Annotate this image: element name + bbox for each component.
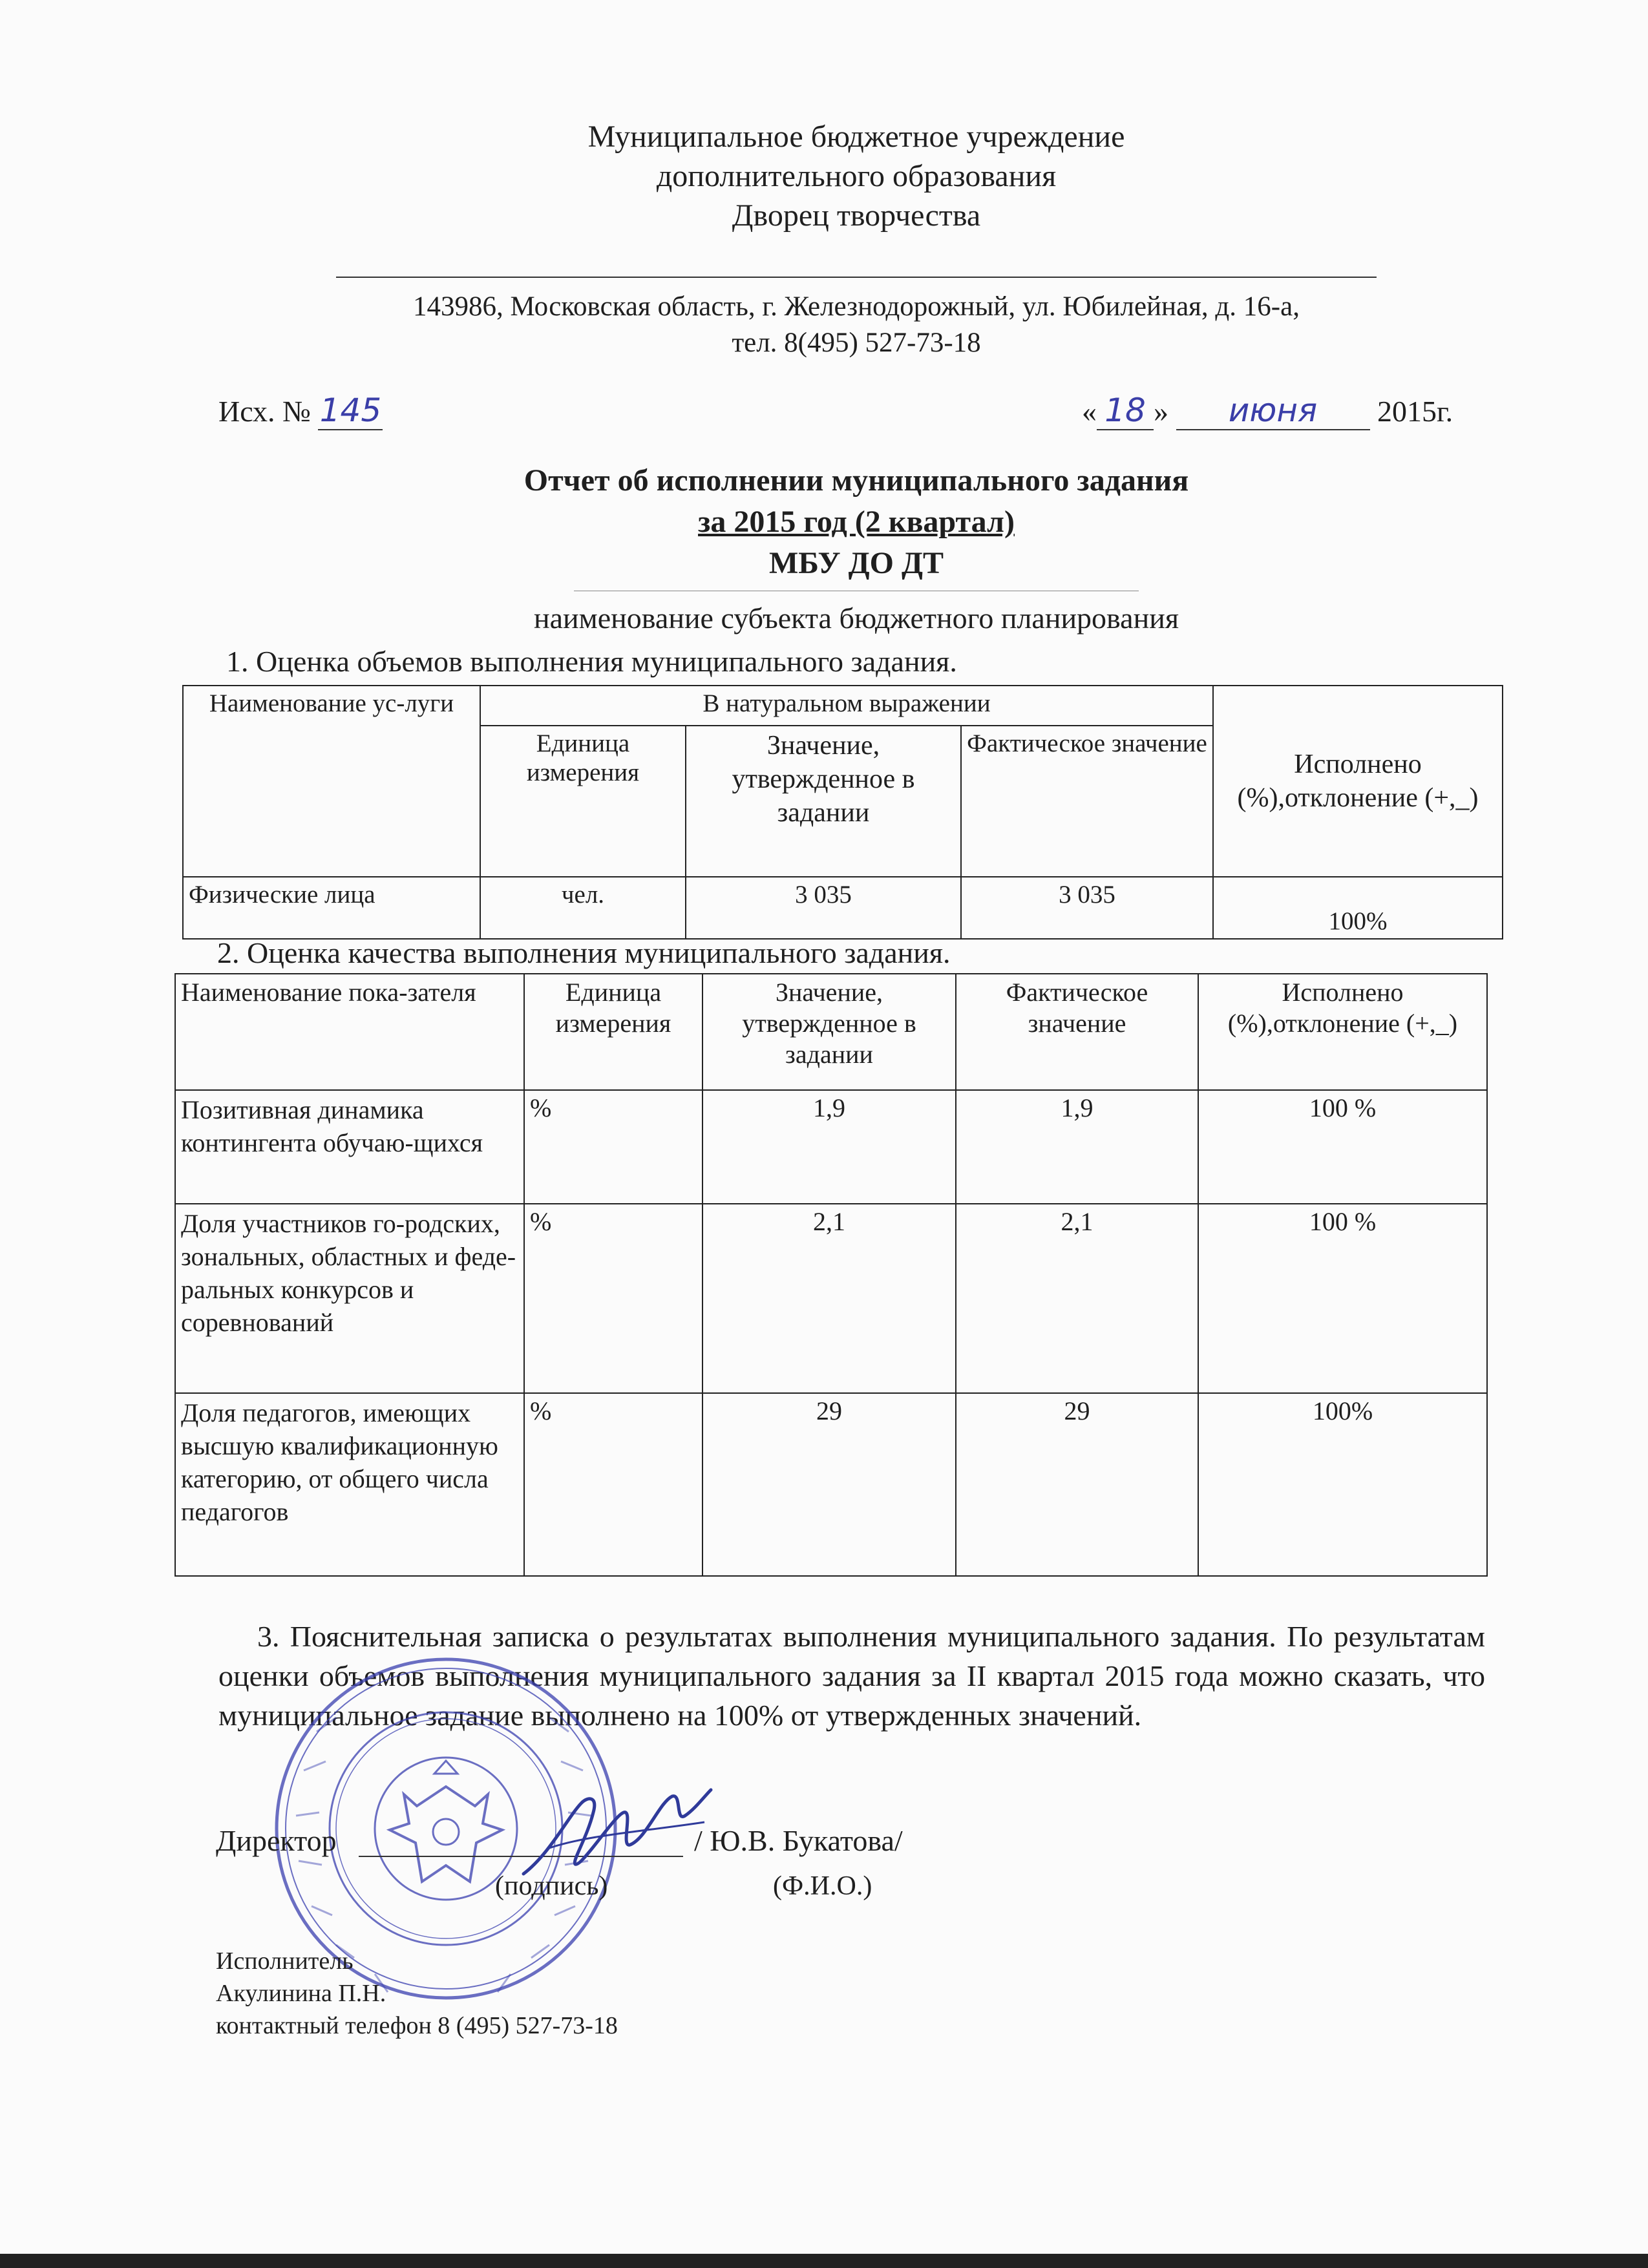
date-open-quote: « — [1082, 395, 1097, 428]
cell-actual: 2,1 — [956, 1204, 1198, 1393]
executor-name: Акулинина П.Н. — [216, 1980, 386, 2007]
header-actual: Фактическое значение — [961, 726, 1213, 877]
header-indicator: Наименование пока-зателя — [175, 974, 524, 1090]
header-divider — [336, 277, 1377, 278]
cell-actual: 1,9 — [956, 1090, 1198, 1204]
cell-unit: чел. — [480, 877, 686, 939]
report-title: Отчет об исполнении муниципального задания — [523, 463, 1189, 498]
cell-planned: 2,1 — [703, 1204, 956, 1393]
cell-unit: % — [524, 1393, 703, 1576]
cell-actual: 29 — [956, 1393, 1198, 1576]
cell-actual: 3 035 — [961, 877, 1213, 939]
header-service: Наименование ус-луги — [183, 686, 480, 877]
subject-caption: наименование субъекта бюджетного планирования — [534, 602, 1179, 635]
director-role: Директор — [216, 1824, 337, 1857]
header-planned: Значение, утвержденное в задании — [686, 726, 961, 877]
outgoing-number-handwritten: 145 — [318, 392, 383, 430]
cell-done: 100% — [1213, 877, 1503, 939]
table-row — [183, 877, 1503, 939]
header-natural: В натуральном выражении — [480, 686, 1213, 726]
report-period-text: за 2015 год (2 квартал) — [698, 505, 1015, 539]
scan-edge — [0, 2254, 1648, 2268]
date-day-handwritten: 18 — [1097, 392, 1154, 430]
cell-planned: 29 — [703, 1393, 956, 1576]
explanatory-note: 3. Пояснительная записка о результатах выполнения муниципального задания. По результатам оценки объемов выполнения муниципального задания за II квартал 2015 года можно сказать, что муниципальное задание выполнено на 100% от утвержденных значений. — [218, 1620, 1485, 1732]
executor-label: Исполнитель — [216, 1948, 354, 1975]
address-line2: тел. 8(495) 527-73-18 — [732, 328, 981, 358]
cell-planned: 1,9 — [703, 1090, 956, 1204]
executor-phone: контактный телефон 8 (495) 527-73-18 — [216, 2012, 618, 2039]
outgoing-label: Исх. № — [218, 395, 311, 428]
report-subject: МБУ ДО ДТ — [769, 546, 944, 580]
cell-planned: 3 035 — [686, 877, 961, 939]
outgoing-date — [1082, 392, 1453, 430]
org-name-line1: Муниципальное бюджетное учреждение — [587, 120, 1125, 154]
cell-done: 100 % — [1198, 1204, 1487, 1393]
cell-done: 100 % — [1198, 1090, 1487, 1204]
header-actual: Фактическое значение — [956, 974, 1198, 1090]
table-row — [175, 1090, 1487, 1204]
org-name-line2: дополнительного образования — [656, 159, 1057, 193]
director-name: / Ю.В. Букатова/ — [694, 1824, 903, 1857]
date-year: 2015г. — [1377, 395, 1453, 428]
cell-indicator: Доля участников го-родских, зональных, областных и феде-ральных конкурсов и соревнований — [175, 1204, 524, 1393]
cell-indicator: Позитивная динамика контингента обучаю-щихся — [175, 1090, 524, 1204]
signature-caption: (подпись) — [495, 1871, 608, 1901]
section1-heading: 1. Оценка объемов выполнения муниципального задания. — [226, 645, 957, 678]
outgoing-number — [218, 392, 383, 430]
section2-heading: 2. Оценка качества выполнения муниципального задания. — [217, 936, 951, 969]
table-row — [175, 1204, 1487, 1393]
name-caption: (Ф.И.О.) — [773, 1871, 872, 1901]
address-line1: 143986, Московская область, г. Железнодорожный, ул. Юбилейная, д. 16-а, — [413, 291, 1300, 322]
date-close-quote: » — [1154, 395, 1168, 428]
header-unit: Единица измерения — [524, 974, 703, 1090]
header-done: Исполнено (%),отклонение (+,_) — [1198, 974, 1487, 1090]
header-planned: Значение, утвержденное в задании — [703, 974, 956, 1090]
cell-done: 100% — [1198, 1393, 1487, 1576]
header-unit: Единица измерения — [480, 726, 686, 877]
cell-unit: % — [524, 1204, 703, 1393]
header-done: Исполнено (%),отклонение (+,_) — [1213, 686, 1503, 877]
quality-table — [174, 973, 1488, 1577]
org-name-line3: Дворец творчества — [732, 198, 981, 233]
cell-unit: % — [524, 1090, 703, 1204]
table-row — [175, 1393, 1487, 1576]
report-period — [0, 503, 1648, 541]
volume-table — [182, 685, 1503, 940]
date-month-handwritten: июня — [1176, 392, 1370, 430]
cell-indicator: Доля педагогов, имеющих высшую квалификационную категорию, от общего числа педагогов — [175, 1393, 524, 1576]
cell-service: Физические лица — [183, 877, 480, 939]
